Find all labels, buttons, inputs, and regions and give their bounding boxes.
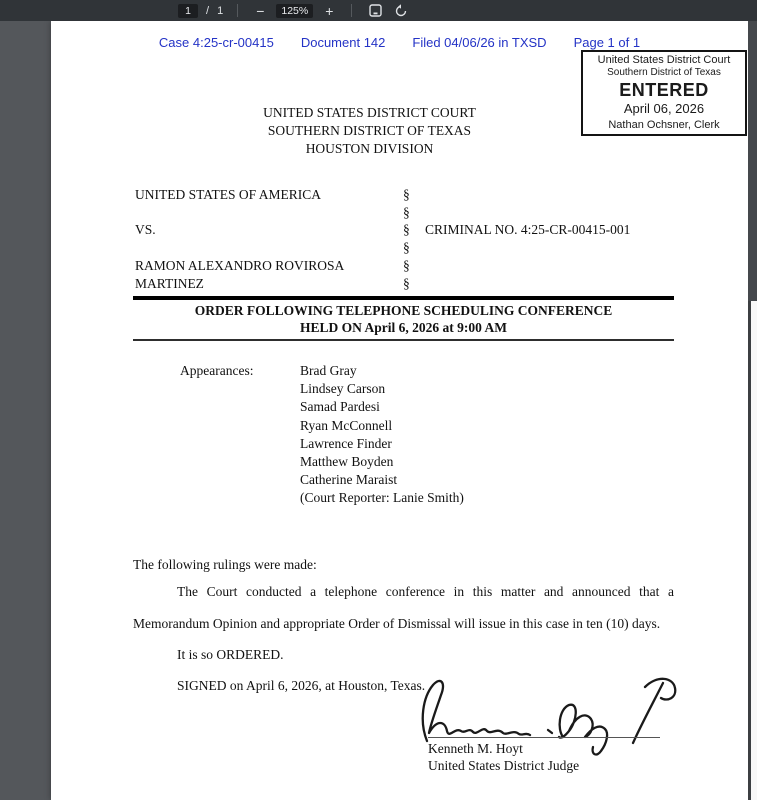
zoom-in-button[interactable]: + xyxy=(321,4,337,18)
stamp-date: April 06, 2026 xyxy=(623,101,705,116)
order-title-line2: HELD ON April 6, 2026 at 9:00 AM xyxy=(299,319,507,335)
fit-to-page-icon[interactable] xyxy=(366,3,384,19)
signature-line xyxy=(428,737,660,738)
page-number-input[interactable]: 1 xyxy=(178,4,198,18)
appearance-name: Brad Gray xyxy=(300,363,357,378)
appearance-name: Samad Pardesi xyxy=(300,399,380,415)
pdf-viewer-area xyxy=(0,21,757,800)
page-separator: / xyxy=(206,4,210,17)
ecf-case-number: Case 4:25-cr-00415 xyxy=(158,35,274,50)
stamp-court-name: United States District Court xyxy=(597,54,731,66)
ecf-header xyxy=(51,35,748,50)
toolbar-divider xyxy=(351,4,352,17)
caption-defendant-line2: MARTINEZ xyxy=(135,275,204,291)
appearances-names xyxy=(300,362,580,508)
appearance-name: Matthew Boyden xyxy=(300,454,394,470)
zoom-out-button[interactable]: − xyxy=(252,4,268,18)
rulings-intro: The following rulings were made: xyxy=(133,557,317,572)
stamp-clerk-name: Nathan Ochsner, Clerk xyxy=(608,119,720,131)
court-title xyxy=(51,104,688,158)
stamp-district: Southern District of Texas xyxy=(607,67,721,78)
caption-plaintiff: UNITED STATES OF AMERICA xyxy=(135,187,322,202)
signed-line: SIGNED on April 6, 2026, at Houston, Texas. xyxy=(177,678,426,693)
case-caption xyxy=(135,186,630,292)
appearance-name: Ryan McConnell xyxy=(300,417,393,433)
court-title-line3: HOUSTON DIVISION xyxy=(305,141,434,156)
ruling-paragraph: The Court conducted a telephone conference in this matter and announced that a Memorandum Opinion and appropriate Order of Dismissal will issue in this case in ten (10) days. xyxy=(133,584,674,631)
section-symbol: § xyxy=(403,187,410,202)
caption-vs: VS. xyxy=(135,222,156,238)
toolbar-divider xyxy=(237,4,238,17)
judge-title: United States District Judge xyxy=(428,758,580,773)
order-title-line1: ORDER FOLLOWING TELEPHONE SCHEDULING CONFERENCE xyxy=(194,303,613,318)
appearances-label: Appearances: xyxy=(180,363,254,378)
appearance-name: Lawrence Finder xyxy=(300,435,392,451)
appearance-name: Lindsey Carson xyxy=(300,381,386,397)
order-title-block xyxy=(133,296,674,341)
caption-defendant-line1: RAMON ALEXANDRO ROVIROSA xyxy=(135,257,345,273)
order-title-bottom-rule xyxy=(133,339,674,341)
section-symbol: § xyxy=(403,222,410,238)
rotate-icon[interactable] xyxy=(392,3,410,19)
section-symbol: § xyxy=(403,275,410,291)
page-total: 1 xyxy=(217,4,224,17)
court-title-line2: SOUTHERN DISTRICT OF TEXAS xyxy=(267,123,472,138)
pdf-page xyxy=(51,21,748,800)
court-title-line1: UNITED STATES DISTRICT COURT xyxy=(263,105,476,120)
ecf-page-count: Page 1 of 1 xyxy=(573,35,641,50)
section-symbol: § xyxy=(403,240,410,256)
zoom-level-input[interactable]: 125% xyxy=(276,4,313,18)
appearance-name: (Court Reporter: Lanie Smith) xyxy=(300,490,464,506)
judge-name: Kenneth M. Hoyt xyxy=(428,741,523,756)
caption-criminal-number: CRIMINAL NO. 4:25-CR-00415-001 xyxy=(425,222,631,238)
ordered-line: It is so ORDERED. xyxy=(177,647,284,662)
pdf-toolbar xyxy=(0,0,757,21)
scrollbar-thumb[interactable] xyxy=(748,21,757,301)
appearance-name: Catherine Maraist xyxy=(300,472,398,488)
scrollbar-track[interactable] xyxy=(748,21,757,800)
ecf-filed-date: Filed 04/06/26 in TXSD xyxy=(412,35,547,50)
section-symbol: § xyxy=(403,257,410,273)
ecf-document-number: Document 142 xyxy=(300,35,386,50)
stamp-entered-label: ENTERED xyxy=(619,80,709,100)
section-symbol: § xyxy=(403,204,410,220)
